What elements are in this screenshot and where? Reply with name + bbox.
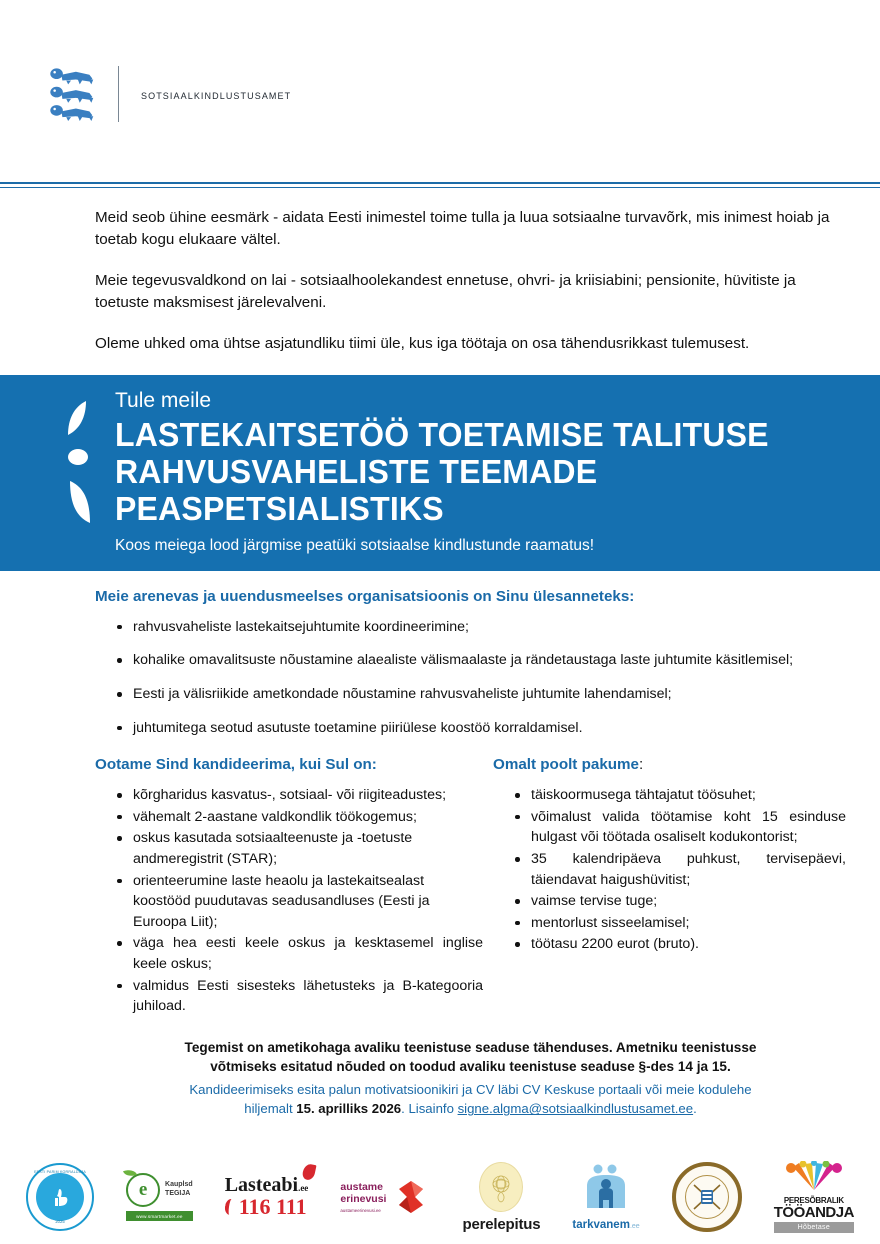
austame-url: austameerinevusi.ee <box>340 1208 381 1214</box>
austame-text <box>340 1181 386 1213</box>
eco-url: www.smartmarket.ee <box>126 1211 193 1221</box>
lasteabi-phone-number: 116 111 <box>238 1193 307 1219</box>
peres-level-badge: Hõbetase <box>774 1222 854 1233</box>
offer-heading-colon: : <box>639 756 644 774</box>
seal-year: 2025 <box>55 1219 65 1224</box>
banner-tagline: Koos meiega lood järgmise peatüki sotsiaalse kindlustunde raamatus! <box>115 536 595 554</box>
tarkvanem-brand: tarkvanem <box>572 1218 630 1231</box>
phone-icon <box>224 1198 237 1215</box>
offer-heading <box>493 756 846 773</box>
logo-peresobralik-tooandja <box>774 1159 854 1235</box>
list-item: valmidus Eesti sisesteks lähetusteks ja B-kategooria juhiload. <box>117 976 483 1017</box>
family-icon <box>579 1164 633 1212</box>
legal-line-2: esitatud nõuded on toodud avaliku teenistuse seaduse §-des 14 ja 15. <box>280 1059 731 1075</box>
list-item: 35 kalendripäeva puhkust, tervisepäevi, täiendavat haigushüvitist; <box>515 849 846 890</box>
tarkvanem-domain: .ee <box>629 1222 640 1230</box>
list-item: kõrgharidus kasvatus-, sotsiaal- või riigiteadustes; <box>117 785 483 806</box>
apply-instructions <box>165 1080 776 1118</box>
lasteabi-brand <box>225 1175 309 1195</box>
logo-perelepitus <box>463 1159 541 1235</box>
logo-tarkvanem <box>572 1159 639 1235</box>
list-item: mentorlust sisseelamisel; <box>515 913 846 934</box>
gold-seal-inner <box>685 1175 729 1219</box>
header-divider <box>0 182 880 188</box>
red-ribbon-icon <box>392 1178 430 1216</box>
intro-paragraph-3: Oleme uhked oma ühtse asjatundliku tiimi üle, kus iga töötaja on osa tähendusrikkast tulemusest. <box>95 335 750 353</box>
offer-list <box>493 785 846 955</box>
list-item: võimalust valida töötamise koht 15 esinduse hulgast või töötada osaliselt kodukontorist; <box>515 807 846 848</box>
austame-line-2: erinevusi <box>340 1192 387 1205</box>
list-item: orienteerumine laste heaolu ja lastekaitsealast koostööd puudutavas seadusandluses (Eesti ja Euroopa Liit); <box>117 871 483 933</box>
list-item: oskus kasutada sotsiaalteenuste ja -toetuste andmeregistrit (STAR); <box>117 828 483 869</box>
lasteabi-brand-text: Lasteabi <box>224 1173 299 1196</box>
job-title-banner <box>0 375 880 571</box>
job-title-line-1: LASTEKAITSETÖÖ TOETAMISE TALITUSE <box>115 415 769 453</box>
apply-contact-label: . Lisainfo <box>401 1101 458 1117</box>
requirements-list <box>95 785 483 1017</box>
knot-ornament-icon <box>486 1170 516 1204</box>
crossed-swords-shield-icon <box>689 1179 725 1215</box>
eco-label-line-2: TEGIJA <box>165 1190 191 1197</box>
page-header <box>0 0 880 185</box>
contact-email-link[interactable]: signe.algma@sotsiaalkindlustusamet.ee <box>457 1101 694 1117</box>
blue-seal-icon <box>26 1163 94 1231</box>
intro-paragraph-2: Meie tegevusvaldkond on lai - sotsiaalhoolekandest ennetuse, ohvri- ja kriisiabini; pensionite, hüvitiste ja toetuste maksmisest järelevalveni. <box>95 272 796 311</box>
list-item: töötasu 2200 eurot (bruto). <box>515 934 846 955</box>
peres-line-1: PERESÕBRALIK <box>783 1196 844 1205</box>
organization-name: sotsiaalkindlustusamet <box>141 86 292 102</box>
list-item: kohalike omavalitsuste nõustamine alaealiste välismaalaste ja rändetaustaga laste juhtumite käsitlemisel; <box>117 650 846 671</box>
legal-line-1: Tegemist on ametikohaga avaliku teenistuse seaduse tähenduses. Ametniku teenistusse võtmiseks <box>184 1039 757 1075</box>
perelepitus-label: perelepitus <box>462 1215 541 1233</box>
list-item: vähemalt 2-aastane valdkondlik töökogemus; <box>117 807 483 828</box>
legal-notice <box>165 1038 776 1077</box>
intro-paragraph-1: Meid seob ühine eesmärk - aidata Eesti inimestel toime tulla ja luua sotsiaalne turvavõrk, mis inimest hoiab ja toetab kogu elukaare vältel. <box>95 209 830 248</box>
lasteabi-domain: .ee <box>298 1182 309 1193</box>
colorful-burst-icon <box>783 1161 845 1191</box>
seal-hand-icon <box>36 1173 84 1221</box>
apply-line-1: Kandideerimiseks esita palun motivatsioonikiri ja CV läbi CV Keskuse portaali või meie kodulehe hiljemalt <box>189 1082 752 1117</box>
two-column-section <box>95 756 846 1018</box>
application-deadline: 15. aprilliks 2026 <box>296 1101 402 1117</box>
list-item: juhtumitega seotud asutuste toetamine piiriülese koostöö korraldamisel. <box>117 718 846 739</box>
eco-label-line-1: Kauplsd <box>165 1181 193 1189</box>
leaf-icon <box>123 1167 137 1179</box>
header-brand <box>46 66 291 122</box>
requirements-heading: Ootame Sind kandideerima, kui Sul on: <box>95 756 377 774</box>
thumbs-up-icon <box>47 1184 73 1210</box>
peres-line-2: TÖÖANDJA <box>773 1204 854 1221</box>
logo-eesti-korraldav-seal <box>26 1159 94 1235</box>
estonian-coat-of-arms-icon <box>46 66 100 122</box>
list-item: väga hea eesti keele oskus ja kesktasemel inglise keele oskus; <box>117 933 483 974</box>
eco-e-icon <box>126 1173 160 1207</box>
list-item: rahvusvaheliste lastekaitsejuhtumite koordineerimine; <box>117 617 846 638</box>
exclamation-mark-decor-icon <box>66 399 94 534</box>
logo-lasteabi <box>225 1159 309 1235</box>
gold-seal-icon <box>672 1162 742 1232</box>
seal-ring-text: EESTI PARIM KORRALDAJA <box>34 1170 86 1174</box>
list-item: vaimse tervise tuge; <box>515 891 846 912</box>
tasks-heading: Meie arenevas ja uuendusmeelses organisatsioonis on Sinu ülesanneteks: <box>95 587 635 605</box>
main-content <box>0 571 880 1119</box>
lasteabi-phone <box>225 1195 309 1219</box>
eco-logo-top <box>126 1173 193 1207</box>
apply-period: . <box>693 1101 697 1117</box>
offer-heading-bold: Omalt poolt pakume <box>493 756 639 774</box>
list-item: Eesti ja välisriikide ametkondade nõustamine rahvusvaheliste juhtumite lahendamisel; <box>117 684 846 705</box>
partner-logo-strip <box>0 1154 880 1244</box>
flame-icon <box>302 1163 317 1181</box>
tasks-list <box>95 617 846 738</box>
austame-line-1: austame <box>340 1180 383 1193</box>
eco-letter: e <box>138 1179 148 1200</box>
logo-kauplo-tegija <box>126 1159 193 1235</box>
logo-austame-erinevusi <box>340 1159 430 1235</box>
job-title-line-2: RAHVUSVAHELISTE TEEMADE <box>115 452 598 490</box>
requirements-column <box>95 756 493 1018</box>
list-item: täiskoormusega tähtajatut töösuhet; <box>515 785 846 806</box>
header-vertical-rule <box>118 66 119 122</box>
logo-gold-seal <box>672 1159 742 1235</box>
banner-eyebrow: Tule meile <box>115 388 212 412</box>
tarkvanem-label <box>572 1219 639 1231</box>
perelepitus-emblem-icon <box>479 1162 523 1212</box>
intro-section <box>0 185 880 355</box>
eco-label <box>165 1181 193 1199</box>
job-title-line-3: PEASPETSIALISTIKS <box>115 489 444 527</box>
offer-column <box>493 756 846 1018</box>
footer-text-block <box>95 1038 846 1119</box>
